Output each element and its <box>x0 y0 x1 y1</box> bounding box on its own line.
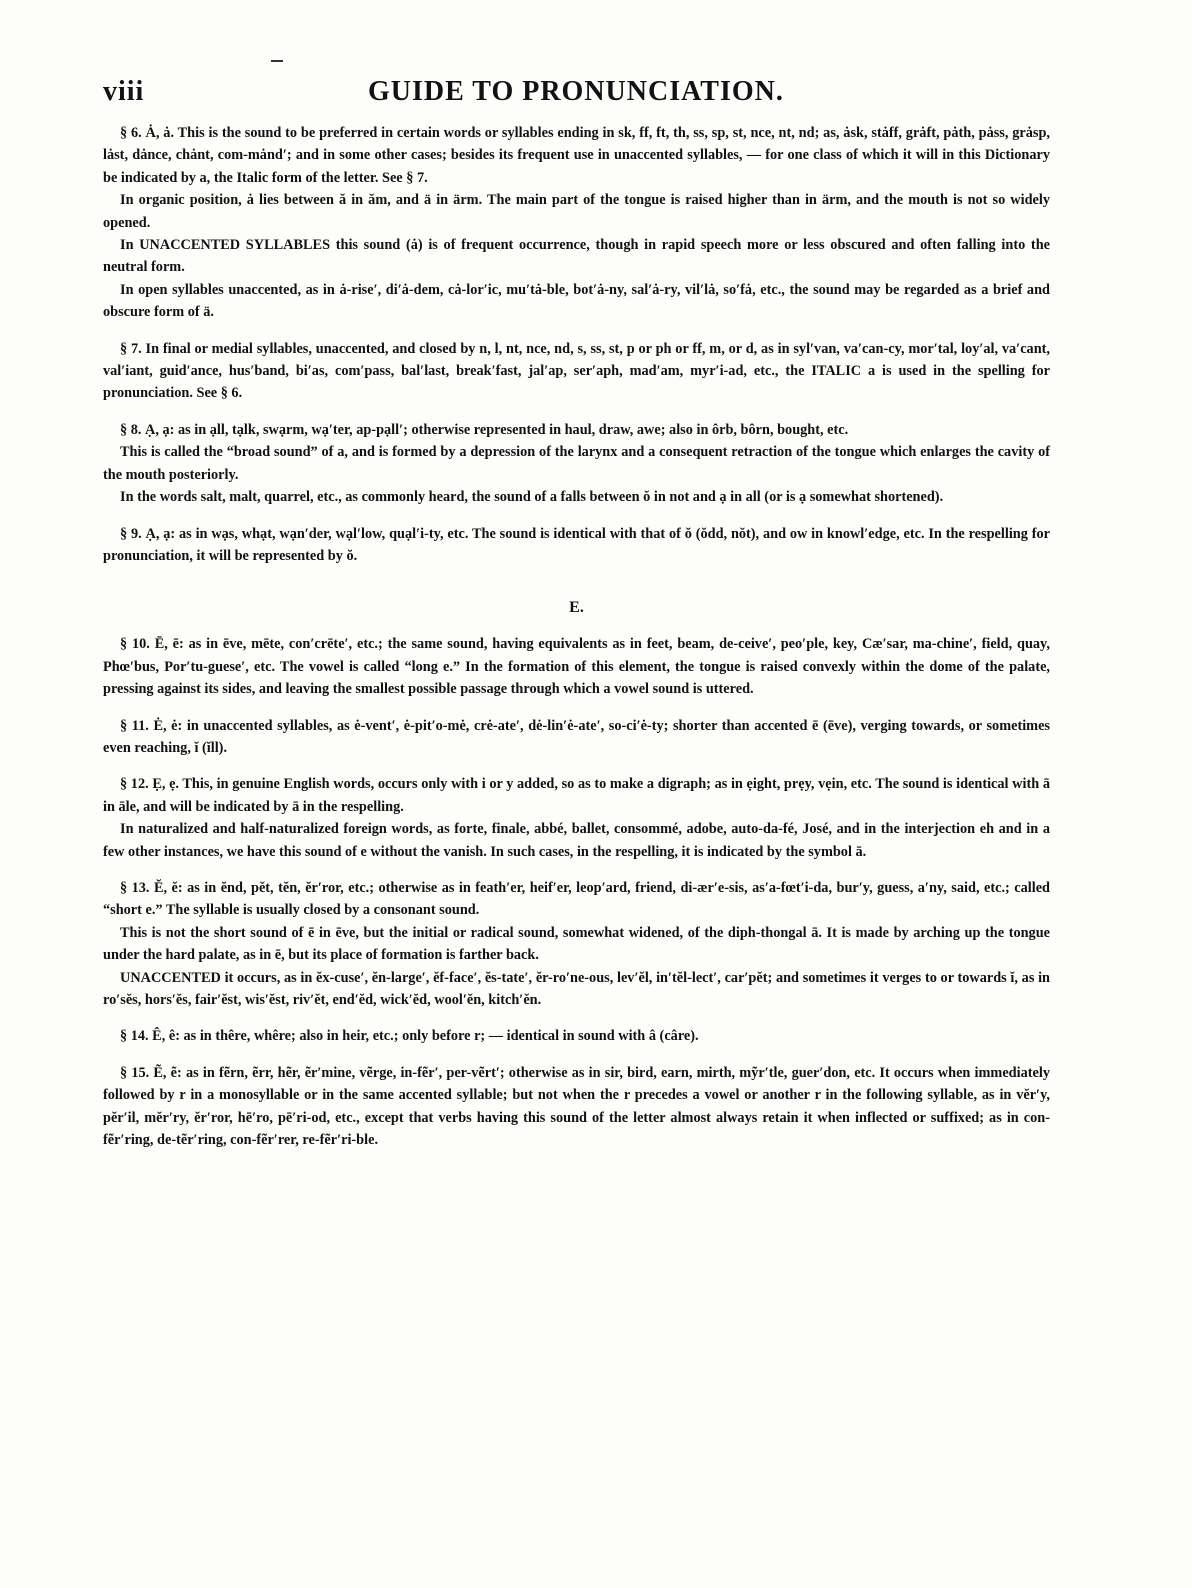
paragraph-section-6-unaccented: In UNACCENTED SYLLABLES this sound (ȧ) is of frequent occurrence, though in rapid speech more or less obscured and often falling into the neutral form. <box>103 237 1050 276</box>
paragraph-section-13-radical: This is not the short sound of ē in ēve, but the initial or radical sound, somewhat widened, of the diph-thongal ā. It is made by arching up the tongue under the hard palate, as in ē, but its place of formation is farther back. <box>103 924 1050 964</box>
page-header <box>103 76 1053 116</box>
paragraph-section-11: § 11. Ė, ė: in unaccented syllables, as ė-vent′, ė-pit′o-mė, crė-ate′, dė-lin′ė-ate′, so-ci′ė-ty; shorter than accented ē (ēve), verging towards, or sometimes even reaching, ĭ (ĭll). <box>103 717 1050 756</box>
top-dash-mark <box>271 60 283 62</box>
page-title: GUIDE TO PRONUNCIATION. <box>368 76 784 107</box>
paragraph-section-13-unaccented: UNACCENTED it occurs, as in ĕx-cuse′, ĕn-large′, ĕf-face′, ĕs-tate′, ĕr-ro′ne-ous, lev′ĕl, in′tĕl-lect′, car′pĕt; and sometimes it verges to or towards ĭ, as in ro′sĕs, hors′ĕs, fair′ĕst, wis′ĕst, riv′ĕt, end′ĕd, wick′ĕd, wool′ĕn, kitch′ĕn. <box>103 969 1050 1008</box>
paragraph-section-9: § 9. Ạ, ạ: as in wạs, whạt, wạn′der, wạl′low, quạl′i-ty, etc. The sound is identical with that of ŏ (ŏdd, nŏt), and ow in knowl′edge, etc. In the respelling for pronunciation, it will be represented by ŏ. <box>103 525 1050 564</box>
paragraph-section-15: § 15. Ẽ, ẽ: as in fẽrn, ẽrr, hẽr, ẽr′mine, vẽrge, in-fẽr′, per-vẽrt′; otherwise as in sir, bird, earn, mirth, mỹr′tle, guer′don, etc. It occurs when immediately followed by r in a monosyllable or in the same accented syllable; but not when the r precedes a vowel or another r in the following syllable, as in vĕr′y, pĕr′il, mĕr′ry, ĕr′ror, hē′ro, pē′ri-od, etc., except that verbs having this sound of the letter almost always retain it when inflected or suffixed; as in con-fẽr′ring, de-tẽr′ring, con-fẽr′rer, re-fẽr′ri-ble. <box>103 1064 1050 1149</box>
paragraph-section-12: § 12. Ẹ, ẹ. This, in genuine English words, occurs only with i or y added, so as to make a digraph; as in ẹight, prẹy, vẹin, etc. The sound is identical with ā in āle, and will be indicated by ā in the respelling. <box>103 776 1050 815</box>
paragraph-section-6: § 6. Ȧ, ȧ. This is the sound to be preferred in certain words or syllables ending in sk, ff, ft, th, ss, sp, st, nce, nt, nd; as, ȧsk, stȧff, grȧft, pȧth, pȧss, grȧsp, lȧst, dȧnce, chȧnt, com-mȧnd′; and in some other cases; besides its frequent use in unaccented syllables, — for one class of which it will in this Dictionary be indicated by a, the Italic form of the letter. See § 7. <box>103 125 1050 186</box>
paragraph-section-6-open: In open syllables unaccented, as in ȧ-rise′, di′ȧ-dem, cȧ-lor′ic, mu′tȧ-ble, bot′ȧ-ny, sal′ȧ-ry, vil′lȧ, so′fȧ, etc., the sound may be regarded as a brief and obscure form of ä. <box>103 281 1050 321</box>
paragraph-section-13: § 13. Ĕ, ĕ: as in ĕnd, pĕt, tĕn, ĕr′ror, etc.; otherwise as in feath′er, heif′er, leop′ard, friend, di-ær′e-sis, as′a-fœt′i-da, bur′y, guess, a′ny, said, etc.; called “short e.” The syllable is usually closed by a consonant sound. <box>103 879 1050 919</box>
paragraph-section-10: § 10. Ē, ē: as in ēve, mēte, con′crēte′, etc.; the same sound, having equivalents as in feet, beam, de-ceive′, peo′ple, key, Cæ′sar, ma-chine′, field, quay, Phœ′bus, Por′tu-guese′, etc. The vowel is called “long e.” In the formation of this element, the tongue is raised convexly within the dome of the palate, pressing against its sides, and leaving the smallest possible passage through which a vowel sound is uttered. <box>103 636 1050 698</box>
paragraph-section-12-foreign: In naturalized and half-naturalized foreign words, as forte, finale, abbé, ballet, consommé, adobe, auto-da-fé, José, and in the interjection eh and in a few other instances, we have this sound of e without the vanish. In such cases, in the respelling, it is indicated by the symbol ā. <box>103 821 1050 860</box>
paragraph-section-8-words: In the words salt, malt, quarrel, etc., as commonly heard, the sound of a falls between ŏ in not and ạ in all (or is ạ somewhat shortened). <box>120 489 944 506</box>
paragraph-section-7: § 7. In final or medial syllables, unaccented, and closed by n, l, nt, nce, nd, s, ss, st, p or ph or ff, m, or d, as in syl′van, va′can-cy, mor′tal, loy′al, va′cant, val′iant, guid′ance, hus′band, bi′as, com′pass, bal′last, break′fast, jal′ap, ser′aph, mad′am, myr′i-ad, etc., the ITALIC a is used in the spelling for pronunciation. See § 6. <box>103 340 1050 402</box>
paragraph-section-8: § 8. Ạ, ạ: as in ạll, tạlk, swạrm, wạ′ter, ap-pạll′; otherwise represented in haul, draw, awe; also in ôrb, bôrn, bought, etc. <box>120 421 849 438</box>
page-number: viii <box>103 76 145 107</box>
paragraph-section-6-organic: In organic position, ȧ lies between ă in ăm, and ä in ärm. The main part of the tongue is raised higher than in ärm, and the mouth is not so widely opened. <box>103 192 1050 231</box>
section-heading-e: E. <box>569 599 584 617</box>
paragraph-section-14: § 14. Ê, ê: as in thêre, whêre; also in heir, etc.; only before r; — identical in sound with â (câre). <box>120 1028 699 1045</box>
paragraph-section-8-broad: This is called the “broad sound” of a, and is formed by a depression of the larynx and a consequent retraction of the tongue which enlarges the cavity of the mouth posteriorly. <box>103 444 1050 483</box>
page-body <box>103 122 1050 1151</box>
